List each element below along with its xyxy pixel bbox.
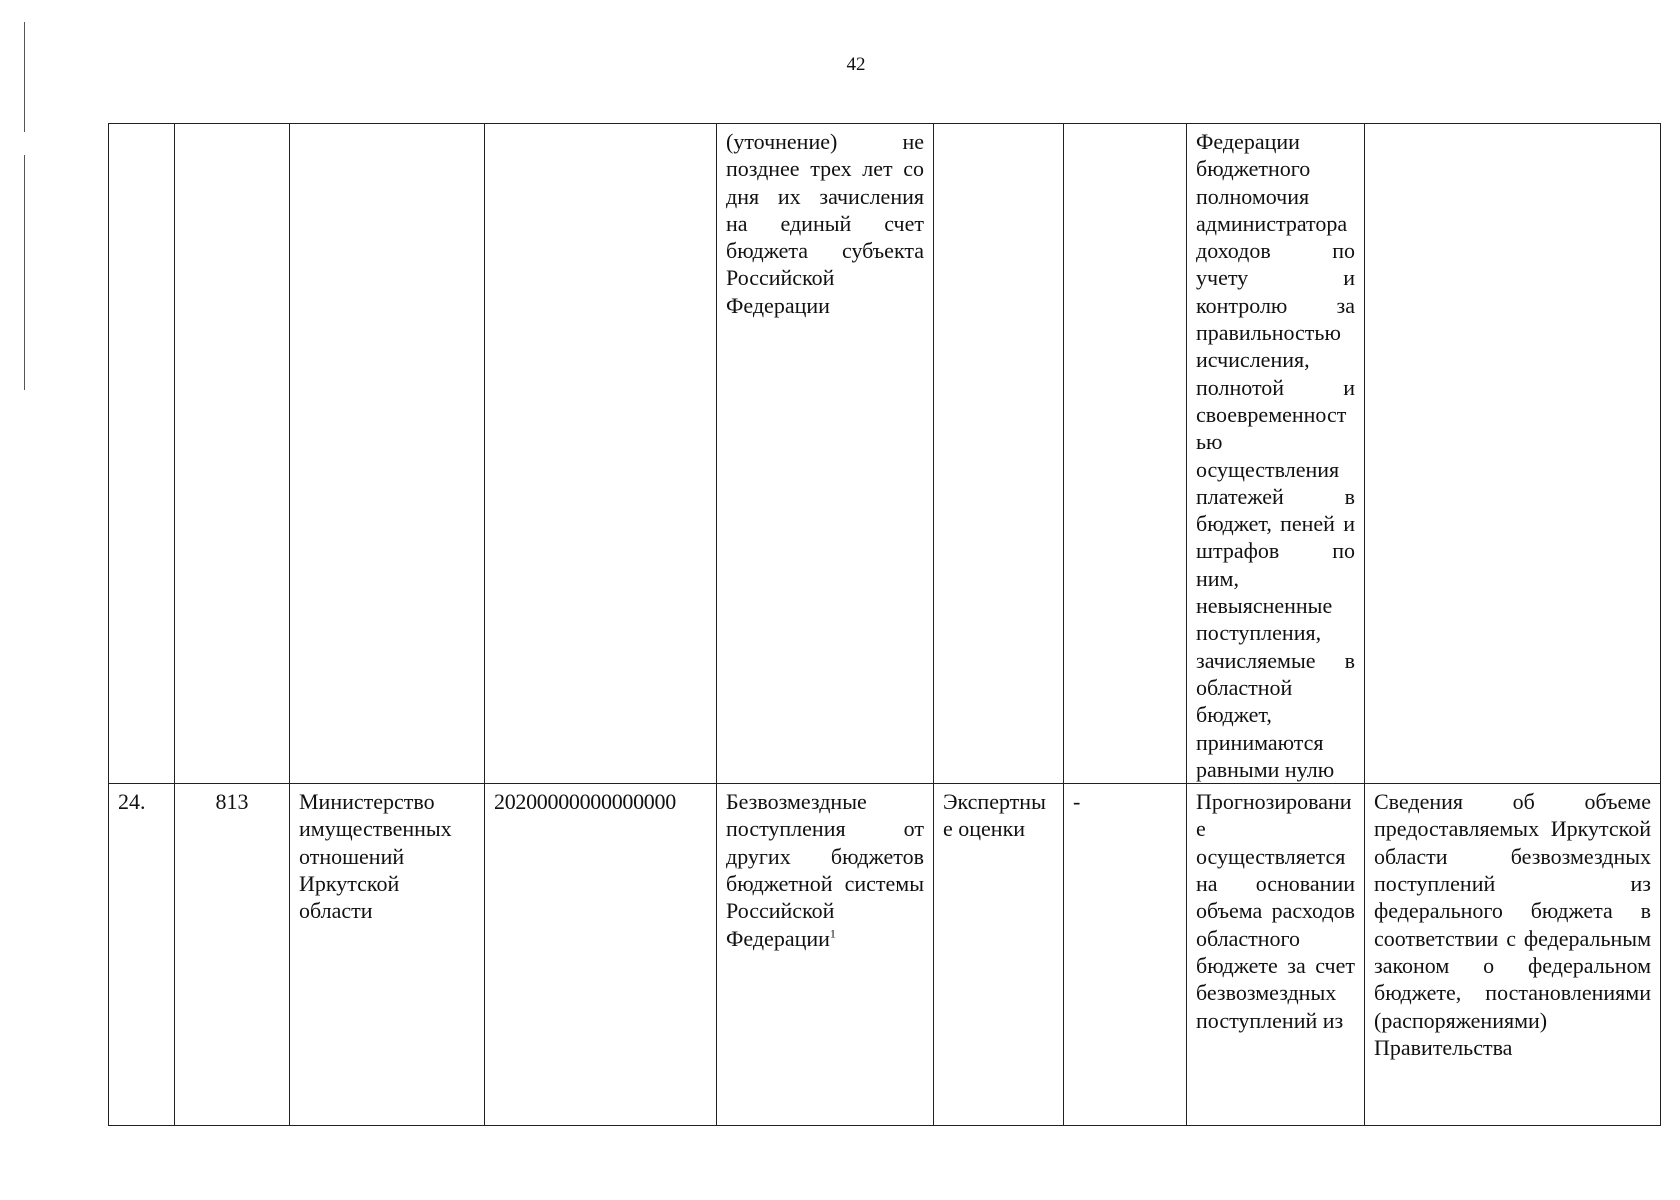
table-row-24 xyxy=(109,784,1661,1126)
table-row-continuation xyxy=(109,124,1661,784)
cell-formula: - xyxy=(1064,784,1187,1126)
footnote-marker: 1 xyxy=(829,926,836,941)
cell-method xyxy=(934,124,1064,784)
cell-formula xyxy=(1064,124,1187,784)
cell-code: 813 xyxy=(175,784,290,1126)
cell-income-name xyxy=(717,784,934,1126)
cell-source: Сведения об объеме предоставляемых Иркутской области безвозмездных поступлений из федерального бюджета в соответствии с федеральным законом о федеральном бюджете, постановлениями (распоряжениями) Правительства xyxy=(1365,784,1661,1126)
cell-code xyxy=(175,124,290,784)
income-forecast-table xyxy=(108,123,1661,1126)
cell-administrator: Министерство имущественных отношений Иркутской области xyxy=(290,784,485,1126)
cell-kbk: 20200000000000000 xyxy=(485,784,717,1126)
income-name-text: Безвозмездные поступления от других бюджетов бюджетной системы Российской Федерации xyxy=(726,789,924,951)
margin-line-top xyxy=(24,22,25,132)
cell-algorithm: Федерации бюджетного полномочия администратора доходов по учету и контролю за правильностью исчисления, полнотой и своевременностью осуществления платежей в бюджет, пеней и штрафов по ним, невыясненные поступления, зачисляемые в областной бюджет, принимаются равными нулю xyxy=(1187,124,1365,784)
margin-line-bottom xyxy=(24,155,25,390)
cell-algorithm: Прогнозирование осуществляется на основании объема расходов областного бюджете за счет безвозмездных поступлений из xyxy=(1187,784,1365,1126)
cell-source xyxy=(1365,124,1661,784)
cell-method: Экспертные оценки xyxy=(934,784,1064,1126)
cell-num: 24. xyxy=(109,784,175,1126)
cell-num xyxy=(109,124,175,784)
page-number: 42 xyxy=(846,54,866,75)
cell-administrator xyxy=(290,124,485,784)
cell-kbk xyxy=(485,124,717,784)
cell-income-name: (уточнение) не позднее трех лет со дня их зачисления на единый счет бюджета субъекта Российской Федерации xyxy=(717,124,934,784)
